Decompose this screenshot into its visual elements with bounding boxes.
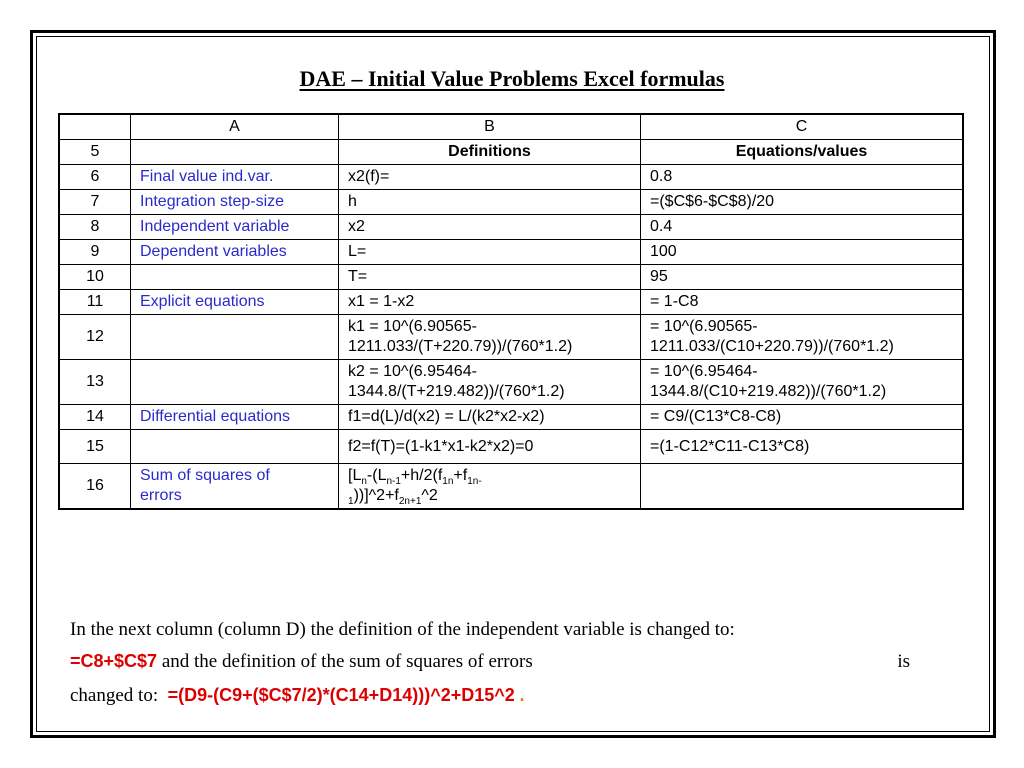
slide-title: DAE – Initial Value Problems Excel formulas: [299, 66, 725, 91]
cell-a: Differential equations: [131, 405, 339, 430]
cell-c: [641, 464, 964, 510]
cell-b: x1 = 1-x2: [339, 290, 641, 315]
table-row: [59, 430, 963, 464]
row-number: 10: [59, 265, 131, 290]
spreadsheet-table: [58, 113, 964, 510]
formula-part: +f: [453, 467, 468, 484]
table-row: [59, 140, 963, 165]
cell-a: Explicit equations: [131, 290, 339, 315]
cell-b: f1=d(L)/d(x2) = L/(k2*x2-x2): [339, 405, 641, 430]
table-row: [59, 215, 963, 240]
table-row: [59, 240, 963, 265]
cell-b-line: 1211.033/(T+220.79))/(760*1.2): [348, 338, 573, 355]
formula-part: ))]^2+f: [353, 487, 399, 504]
header-col-b: B: [339, 114, 641, 140]
formula-subscript: 1n: [442, 476, 454, 488]
formula-subscript: 1: [348, 496, 354, 508]
cell-c-line: 1344.8/(C10+219.482))/(760*1.2): [650, 383, 887, 400]
cell-a: [131, 265, 339, 290]
cell-c: Equations/values: [641, 140, 964, 165]
table-row: [59, 405, 963, 430]
formula-independent-variable: =C8+$C$7: [70, 651, 158, 671]
row-number: 14: [59, 405, 131, 430]
cell-c: 95: [641, 265, 964, 290]
formula-subscript: n: [361, 476, 367, 488]
paragraph-line-1: In the next column (column D) the definition of the independent variable is changed to:: [70, 619, 735, 640]
cell-c-line: = 10^(6.95464-: [650, 363, 758, 380]
paragraph-text: changed to:: [70, 685, 159, 706]
table-row: [59, 190, 963, 215]
table-row: [59, 165, 963, 190]
paragraph-line-2: [70, 651, 910, 673]
cell-a: Independent variable: [131, 215, 339, 240]
table-row: [59, 360, 963, 405]
cell-b: T=: [339, 265, 641, 290]
cell-b-line: k2 = 10^(6.95464-: [348, 363, 477, 380]
paragraph-text: is: [897, 651, 910, 672]
formula-sum-of-squares: =(D9-(C9+($C$7/2)*(C14+D14)))^2+D15^2: [167, 685, 515, 705]
cell-b-formula: [339, 464, 641, 510]
cell-a: [131, 360, 339, 405]
cell-a: [131, 315, 339, 360]
cell-a: Final value ind.var.: [131, 165, 339, 190]
cell-c: [641, 315, 964, 360]
cell-a-line: Sum of squares of: [140, 467, 270, 484]
header-col-c: C: [641, 114, 964, 140]
table-row: [59, 290, 963, 315]
row-number: 9: [59, 240, 131, 265]
row-number: 11: [59, 290, 131, 315]
header-corner: [59, 114, 131, 140]
cell-a: [131, 140, 339, 165]
row-number: 7: [59, 190, 131, 215]
cell-b: x2: [339, 215, 641, 240]
formula-subscript: 2n+1: [398, 496, 422, 508]
formula-period: .: [519, 685, 525, 705]
row-number: 16: [59, 464, 131, 510]
cell-a: [131, 464, 339, 510]
cell-a: Dependent variables: [131, 240, 339, 265]
header-col-a: A: [131, 114, 339, 140]
paragraph-line-3: [70, 685, 525, 707]
table-header-row: [59, 114, 963, 140]
table-row: [59, 315, 963, 360]
row-number: 12: [59, 315, 131, 360]
formula-part: -(L: [366, 467, 387, 484]
cell-b: L=: [339, 240, 641, 265]
formula-subscript: n-1: [386, 476, 401, 488]
cell-c: = 1-C8: [641, 290, 964, 315]
cell-b: Definitions: [339, 140, 641, 165]
cell-b: x2(f)=: [339, 165, 641, 190]
cell-a: [131, 430, 339, 464]
cell-c: 100: [641, 240, 964, 265]
formula-part: [L: [348, 467, 362, 484]
row-number: 6: [59, 165, 131, 190]
cell-b-line: 1344.8/(T+219.482))/(760*1.2): [348, 383, 565, 400]
cell-c-line: = 10^(6.90565-: [650, 318, 758, 335]
row-number: 13: [59, 360, 131, 405]
formula-part: +h/2(f: [400, 467, 443, 484]
cell-c: 0.4: [641, 215, 964, 240]
row-number: 8: [59, 215, 131, 240]
cell-b: [339, 315, 641, 360]
cell-c: =($C$6-$C$8)/20: [641, 190, 964, 215]
formula-part: ^2: [421, 487, 438, 504]
cell-a-line: errors: [140, 487, 182, 504]
cell-c: =(1-C12*C11-C13*C8): [641, 430, 964, 464]
formula-subscript: 1n-: [467, 476, 482, 488]
cell-c: 0.8: [641, 165, 964, 190]
cell-b: f2=f(T)=(1-k1*x1-k2*x2)=0: [339, 430, 641, 464]
table-row: [59, 265, 963, 290]
row-number: 15: [59, 430, 131, 464]
paragraph-text: and the definition of the sum of squares of errors: [157, 651, 533, 672]
cell-a: Integration step-size: [131, 190, 339, 215]
cell-c-line: 1211.033/(C10+220.79))/(760*1.2): [650, 338, 894, 355]
cell-b-line: k1 = 10^(6.90565-: [348, 318, 477, 335]
table-row: [59, 464, 963, 510]
cell-b: [339, 360, 641, 405]
cell-c: [641, 360, 964, 405]
row-number: 5: [59, 140, 131, 165]
cell-c: = C9/(C13*C8-C8): [641, 405, 964, 430]
cell-b: h: [339, 190, 641, 215]
